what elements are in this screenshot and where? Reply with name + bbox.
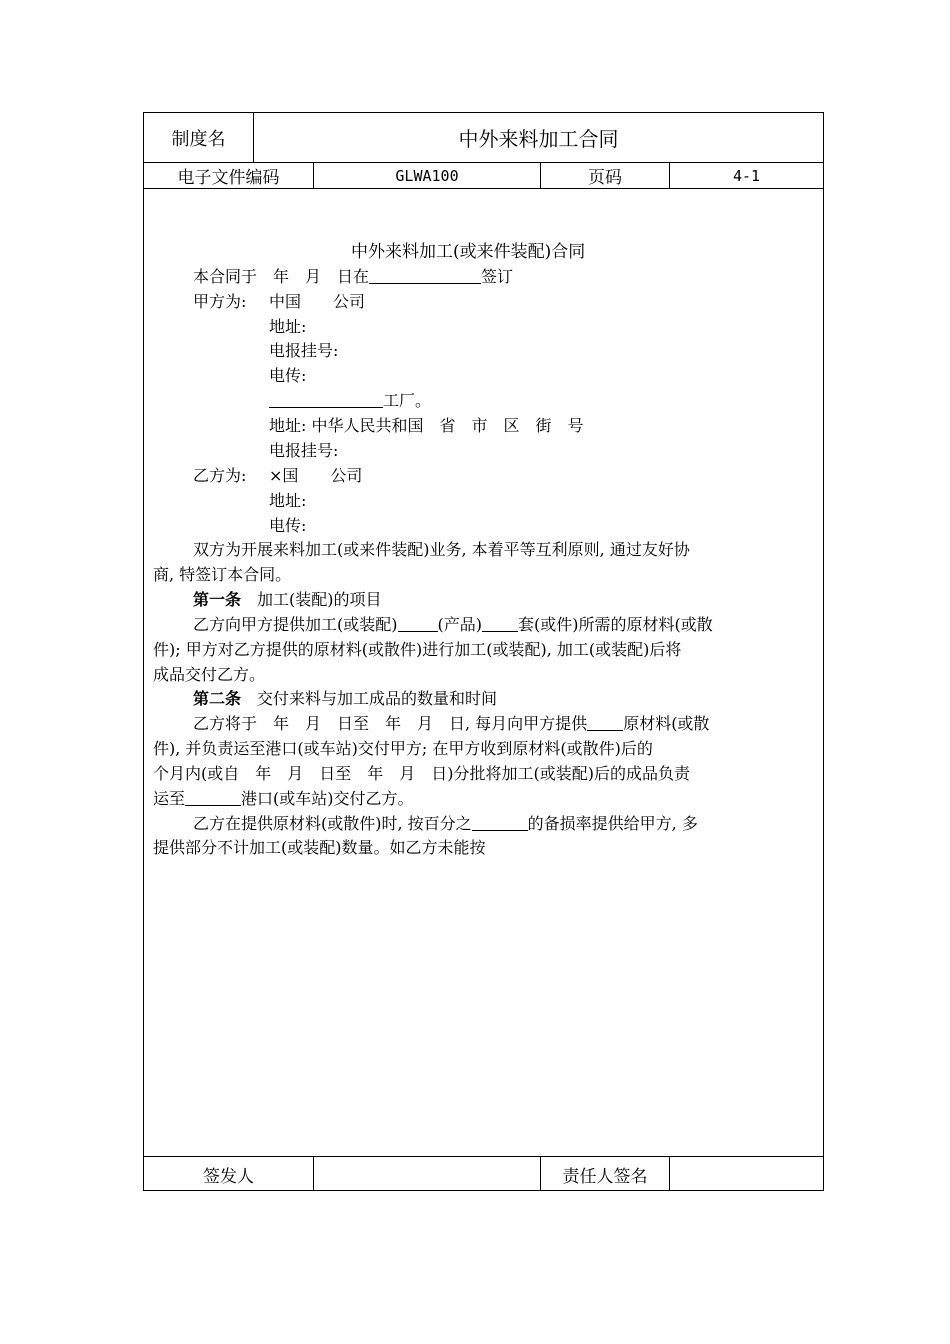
blank-underline (587, 714, 623, 731)
party-a-telegraph: 电报挂号: (269, 341, 339, 360)
blank-underline (269, 391, 383, 408)
party-b-label: 乙方为: (193, 466, 247, 485)
document-title: 中外来料加工合同 (458, 127, 619, 151)
party-a-telex: 电传: (269, 366, 307, 385)
party-b-address: 地址: (269, 491, 307, 510)
factory-address: 地址: 中华人民共和国 省 市 区 街 号 (269, 416, 584, 435)
article-2-line-4: 运至 港口(或车站)交付乙方。 (153, 789, 414, 808)
blank-underline (185, 789, 241, 806)
footer-row (144, 1156, 823, 1191)
blank-underline (472, 814, 528, 831)
article-2-line-1: 乙方将于 年 月 日至 年 月 日, 每月向甲方提供 原材料(或散 (193, 714, 710, 733)
article-1-heading: 第一条 加工(装配)的项目 (193, 590, 382, 609)
signing-line: 本合同于 年 月 日在 签订 (193, 267, 514, 286)
party-a-label: 甲方为: (193, 292, 247, 311)
article-2-line-6: 提供部分不计加工(或装配)数量。如乙方未能按 (153, 838, 486, 857)
article-1-line-3: 成品交付乙方。 (153, 665, 266, 684)
article-2-line-3: 个月内(或自 年 月 日至 年 月 日)分批将加工(或装配)后的成品负责 (153, 764, 690, 783)
party-a-address: 地址: (269, 317, 307, 336)
party-b-name: ×国 公司 (269, 466, 363, 485)
label-page: 页码 (541, 163, 670, 188)
article-2-heading: 第二条 交付来料与加工成品的数量和时间 (193, 689, 498, 708)
label-responsible-signature: 责任人签名 (541, 1157, 670, 1191)
article-1-line-2: 件); 甲方对乙方提供的原材料(或散件)进行加工(或装配), 加工(或装配)后将 (153, 640, 682, 659)
page-value: 4-1 (732, 166, 761, 185)
label-file-code: 电子文件编码 (144, 163, 314, 188)
article-2-line-2: 件), 并负责运至港口(或车站)交付甲方; 在甲方收到原材料(或散件)后的 (153, 739, 653, 758)
factory-line: 工厂。 (269, 389, 431, 413)
label-issuer: 签发人 (144, 1157, 314, 1191)
party-a-name: 中国 公司 (269, 292, 366, 311)
contract-title: 中外来料加工(或来件装配)合同 (351, 242, 586, 262)
header-row-2 (144, 163, 823, 189)
issuer-value (314, 1157, 541, 1191)
header-row-1 (144, 113, 823, 163)
blank-underline (369, 267, 481, 284)
file-code-value: GLWA100 (314, 163, 541, 188)
responsible-signature-value (670, 1157, 823, 1191)
article-1-line-1: 乙方向甲方提供加工(或装配) (产品) 套(或件)所需的原材料(或散 (193, 615, 713, 634)
blank-underline (398, 615, 438, 632)
intro-line-2: 商, 特签订本合同。 (153, 565, 292, 584)
blank-underline (482, 615, 518, 632)
intro-line-1: 双方为开展来料加工(或来件装配)业务, 本着平等互利原则, 通过友好协 (193, 540, 690, 559)
factory-telegraph: 电报挂号: (269, 441, 339, 460)
article-2-line-5: 乙方在提供原材料(或散件)时, 按百分之 的备损率提供给甲方, 多 (193, 814, 698, 833)
label-regulation-name: 制度名 (144, 113, 254, 162)
party-b-telex: 电传: (269, 516, 307, 535)
